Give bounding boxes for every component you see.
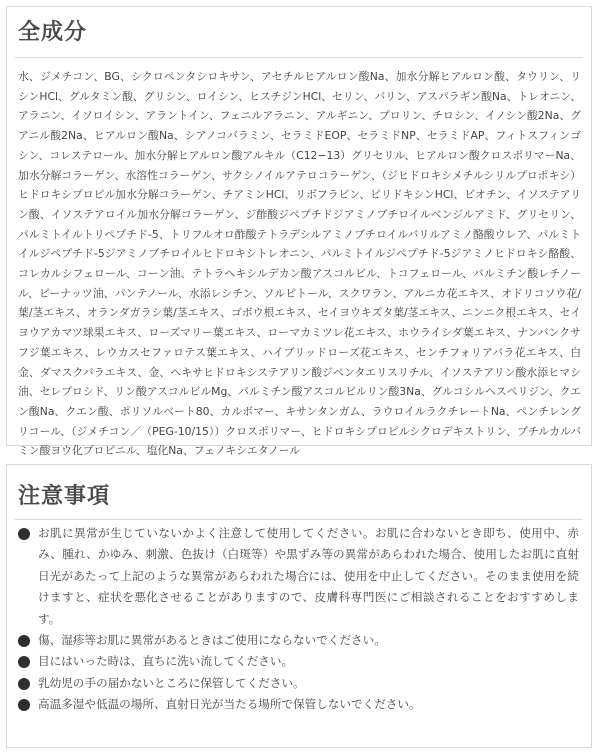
bullet-icon (18, 528, 30, 540)
ingredients-title: 全成分 (18, 20, 88, 45)
caution-item (18, 673, 579, 694)
cautions-divider (15, 519, 583, 520)
caution-item (18, 694, 579, 715)
cautions-title: 注意事項 (18, 484, 111, 509)
caution-item-text: 傷、湿疹等お肌に異常があるときはご使用にならないでください。 (38, 633, 386, 648)
ingredients-divider (15, 57, 583, 58)
caution-item (18, 630, 579, 651)
bullet-icon (18, 635, 30, 647)
ingredients-panel (6, 6, 592, 458)
bullet-icon (18, 656, 30, 668)
bullet-icon (18, 678, 30, 690)
caution-item-text: 乳幼児の手の届かないところに保管してください。 (38, 675, 305, 690)
bullet-icon (18, 699, 30, 711)
caution-item-text: 高温多湿や低温の場所、直射日光が当たる場所で保管しないでください。 (38, 697, 421, 712)
caution-item-text: 目にはいった時は、直ちに洗い流してください。 (38, 654, 294, 669)
caution-item (18, 523, 579, 630)
caution-item (18, 651, 579, 672)
caution-item-text: お肌に異常が生じていないかよく注意して使用してください。お肌に合わないとき即ち、使用中、赤み、腫れ、かゆみ、刺激、色抜け（白斑等）や黒ずみ等の異常があらわれた場合、使用したお肌に直射日光があたって上記のような異常があらわれた場合には、使用を中止してください。そのまま使用を続けますと、症状を悪化させることがありますので、皮膚科専門医にご相談されることをおすすめします。 (38, 526, 579, 626)
ingredients-list-text: 水、ジメチコン、BG、シクロペンタシロキサン、アセチルヒアルロン酸Na、加水分解ヒアルロン酸、タウリン、リシンHCl、グルタミン酸、グリシン、ロイシン、ヒスチジンHCl、セリン、バリン、アスパラギン酸Na、トレオニン、アラニン、イソロイシン、アラントイン、フェニルアラニン、アルギニン、プロリン、チロシン、イノシン酸2Na、グアニル酸2Na、ヒアルロン酸Na、シアノコバラミン、セラミドEOP、セラミドNP、セラミドAP、フィトスフィンゴシン、コレステロール、加水分解ヒアルロン酸アルキル（C12−13）グリセリル、ヒアルロン酸クロスポリマーNa、加水分解コラーゲン、水溶性コラーゲン、サクシノイルアテロコラーゲン、（ジヒドロキシメチルシリルプロポキシ）ヒドロキシプロピル加水分解コラーゲン、チアミンHCl、リボフラビン、ピリドキシンHCl、ビオチン、イソステアリン酸、イソステアロイル加水分解コラーゲン、ジ酢酸ジペプチドジアミノブチロイルベンジルアミド、グリセリン、パルミトイルトリペプチド-5、トリフルオロ酢酸テトラデシルアミノブチロイルバリルアミノ酪酸ウレア、パルミトイルジペプチド-5ジアミノブチロイルヒドロキシトレオニン、パルミトイルジペプチド-5ジアミノヒドロキシ酪酸、コレカルシフェロール、コーン油、テトラヘキシルデカン酸アスコルビル、トコフェロール、パルミチン酸レチノール、ピーナッツ油、パンテノール、水添レシチン、ソルビトール、スクワラン、アルニカ花エキス、オドリコソウ花/葉/茎エキス、オランダガラシ葉/茎エキス、ゴボウ根エキス、セイヨウキズタ葉/茎エキス、ニンニク根エキス、セイヨウアカマツ球果エキス、ローズマリー葉エキス、ローマカミツレ花エキス、ホウライシダ葉エキス、ナンバンクサフジ葉エキス、レウカスセファロテス葉エキス、ハイブリッドローズ花エキス、センチフォリアバラ花エキス、白金、ダマスクバラエキス、金、ヘキサヒドロキシステアリン酸ジペンタエリスリチル、イソステアリン酸水添ヒマシ油、セレブロシド、リン酸アスコルビルMg、パルミチン酸アスコルビルリン酸3Na、グルコシルヘスペリジン、クエン酸Na、クエン酸、ポリソルベート80、カルボマー、キサンタンガム、ラウロイルラクチレートNa、ペンチレングリコール、（ジメチコン／（PEG-10/15））クロスポリマー、ヒドロキシプロピルシクロデキストリン、ブチルカルバミン酸ヨウ化プロピニル、塩化Na、フェノキシエタノール (18, 70, 581, 458)
cautions-list (18, 523, 579, 716)
cautions-panel (6, 464, 592, 748)
